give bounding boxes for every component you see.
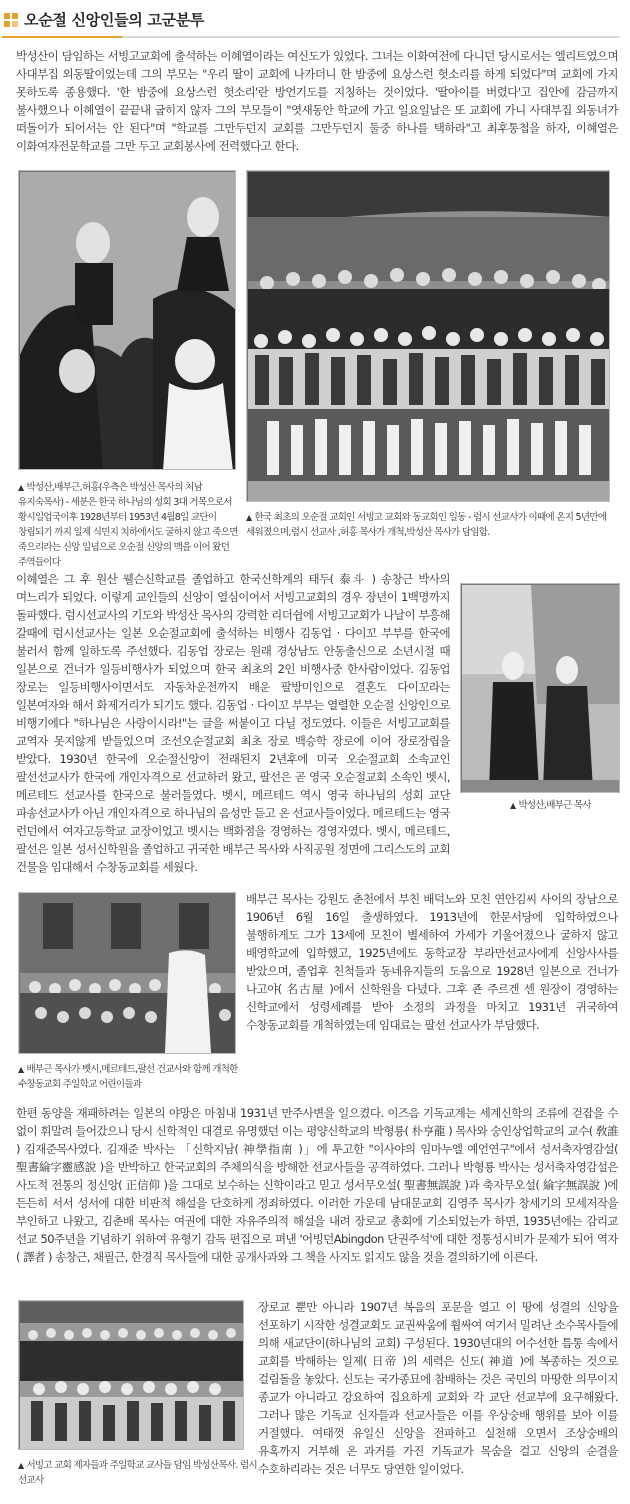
article-header xyxy=(0,0,630,44)
church-group-photo xyxy=(246,170,610,502)
seobinggo-sunday-school-photo-caption-text: 서빙고 교회 제자들과 주일학교 교사들 담임 박성산목사. 럼시 선교사 xyxy=(18,1460,257,1486)
caption-triangle-icon: ▲ xyxy=(18,483,24,492)
suchang-church-photo xyxy=(18,892,236,1054)
portrait-photo xyxy=(18,170,236,470)
intro-paragraph: 박성산이 담임하는 서빙고교회에 출석하는 이혜열이라는 여신도가 있었다. 그녀는 이화여전에 다니던 당시로서는 엘리트였으며 사대부집 외동딸이었는데 그의 부모는 "우리 딸이 교회에 나가더니 한 밤중에 요상스런 헛소리를 하게 되었다"며 교회에 가지 못하도록 종용했다. '한 밤중에 요상스런 헛소리'란 방언기도를 지칭하는 것이었다. '딸아이를 버렸다'고 집안에 감금까지 불사했으나 이혜열이 끝끝내 굽히지 않자 그의 부모들이 "엿새동안 학교에 가고 일요일날은 또 교회에 가니 사대부집 외동녀가 떠돌이가 되어서는 안 된다"며 "학교를 그만두던지 교회를 그만두던지 둘중 하나를 택하라"고 최후통첩을 하자, 이혜열은 이화여자전문학교를 그만 두고 교회봉사에 전력했다고 한다. xyxy=(16,49,618,153)
church-school-photo-icon xyxy=(19,893,236,1054)
sunday-school-group-photo-icon xyxy=(19,1301,244,1450)
title-bullet-icon xyxy=(4,13,18,27)
page-title: 오순절 신앙인들의 고군분투 xyxy=(24,11,205,29)
church-group-photo-caption xyxy=(246,510,618,540)
group-photo-icon xyxy=(247,171,610,502)
suchang-church-photo-caption-text: 배부근 목사가 벳시,메르테드,팔선 건교사와 함께 개척한 수창동교회 주일학교 어린이들과 xyxy=(18,1064,238,1090)
suchang-church-photo-caption xyxy=(18,1062,238,1092)
paragraph-theology-debate: 한편 동양을 재패하려는 일본의 야망은 마침내 1931년 만주사변을 일으켰다. 이즈음 기독교계는 세계신학의 조류에 걷잡을 수 없이 휘말려 들어갔으니 당시 신학적인 대결로 유명했던 이는 평양신학교의 박형룡( 朴亨龍 ) 목사와 숭인상업학교의 교수( 敎誰 ) 김재준목사였다. 김재준 박사는 「신학지남( 神學指南 )」에 투고한 "이사야의 임마누엘 예언연구"에서 성서축자영감설( 聖書綸字靈感說 )을 반박하고 한국교회의 주체의식을 방해한 선교사들을 공격하였다. 그러나 박형룡 박사는 성서축자영감설은 사도적 전통의 정신앙( 正信仰 )을 그대로 보수하는 신학이라고 믿고 성서무오설( 聖書無誤說 )과 축자무오설( 綸字無誤說 )에 든든히 서서 성서에 대한 비판적 해설을 단호하게 정죄하였다. 이러한 가운데 남대문교회 김영주 목사가 창세기의 모세저작을 부인하고 나왔고, 김춘배 목사는 여권에 대한 자유주의적 해설을 내려 장로교 총회에 기소되었는가 하면, 1935년에는 감리교 선교 50주년을 기념하기 위하여 유형기 감독 편집으로 펴낸 '어빙던Abingdon 단권주석'에 대한 정통성시비가 문제가 되어 역자( 譯者 ) 송창근, 채필근, 한경직 목사들에 대한 공개사과와 그 책을 사지도 읽지도 않을 것을 결의하기에 이른다. xyxy=(16,1106,618,1264)
title-divider xyxy=(2,36,620,38)
seobinggo-sunday-school-photo xyxy=(18,1300,244,1450)
two-men-photo-icon xyxy=(461,584,620,793)
caption-triangle-icon: ▲ xyxy=(18,1461,24,1470)
two-pastors-photo xyxy=(460,583,620,793)
caption-triangle-icon: ▲ xyxy=(18,1065,24,1074)
portrait-photo-caption xyxy=(18,480,238,570)
seobinggo-sunday-school-photo-caption xyxy=(18,1458,258,1488)
church-group-photo-caption-text: 한국 최초의 오순절 교회인 서빙고 교회와 동교회인 일동 - 럼시 선교사가 이때에 온지 5년만에 세워졌으며,럼시 선교사 ,허홍 목사가 개척,박성산 목사가 담임함. xyxy=(246,512,607,538)
two-pastors-photo-caption-text: 박성산,배부근 목사 xyxy=(518,800,591,811)
paragraph-hyeyeol: 이혜열은 그 후 원산 웰슨신학교를 졸업하고 한국신학계의 태두( 泰斗 ) 송창근 박사의 며느리가 되었다. 이렇게 교인들의 신앙이 열심이어서 서빙고교회의 경우 장년이 1백명까지 돌파했다. 럼시선교사의 기도와 박성산 목사의 강력한 리더쉽에 서빙고교회가 나날이 부흥해 갈때에 럼시선교사는 일본 오순절교회에 출석하는 비행사 김동업 · 다이꼬 부부를 한국에 불러서 함께 일하도록 주선했다. 김동업 장로는 원래 경상남도 안동출신으로 소년시절 때 일본으로 건너가 일등비행사가 되었으며 한국 최초의 2인 비행사중 한사람이었다. 김동업 장로는 일등비행사이면서도 자동차운전까지 배운 팔방미인으로 결혼도 다이꼬라는 일본여자와 해서 화제거리가 되기도 했다. 김동업 · 다이꼬 부부는 열렬한 오순절 신앙인으로 비행기에다 "하나님은 사랑이시라!"는 글을 써붙이고 다닐 정도였다. 이들은 서빙고교회를 교역자 못지않게 받들었으며 조선오순절교회 최초 장로 백승학 장로에 이어 장로장립을 받았다. 1930년 한국에 오순절신앙이 전래된지 2년후에 미국 오순절교회 소속교인 팔선선교사가 한국에 개인자격으로 선교하러 왔고, 팔선은 곧 영국 오순절교회 소속인 벳시, 메르테드 선교사를 한국으로 불러들였다. 벳시, 메르테드 역시 영국 하나님의 성회 교단 파송선교사가 아닌 개인자격으로 하나님의 음성만 듣고 온 선교사들이었다. 메르테드는 영국 런던에서 여자고등학교 교장이었고 벳시는 백화점을 경영하는 경영자였다. 벳시, 메르테드, 팔선은 일본 성서신학원을 졸업하고 귀국한 배부근 목사와 사직공원 정면에 그리스도의 교회 건물을 임대해서 수창동교회를 세웠다. xyxy=(16,572,450,874)
paragraph-bae-bugeun: 배부근 목사는 강원도 춘천에서 부친 배덕노와 모친 연안김씨 사이의 장남으로 1906년 6월 16일 출생하였다. 1913년에 한문서당에 입학하였으나 불행하게도 그가 13세에 모친이 별세하여 가세가 기울어졌으나 굴하지 않고 배영학교에 입학했고, 1925년에도 동학교장 부라만선교사에게 신앙사사를 받았으며, 졸업후 친척들과 동네유지들의 도움으로 1928년 일본으로 건너가 나고야( 名古屋 )에서 신학원을 다녔다. 그후 죤 주르겐 센 원장이 경영하는 신학교에서 성령세례를 받아 소정의 과정을 마치고 1931년 귀국하여 수창동교회를 개척하였는데 임대료는 팔선 선교사가 부담했다. xyxy=(246,892,618,1032)
paragraph-shinto-persecution: 장로교 뿐만 아니라 1907년 복음의 포문을 열고 이 땅에 성결의 신앙을 선포하기 시작한 성결교회도 교권싸움에 휩싸여 여기서 밀려난 소수목사들에 의해 새교단이(하나님의 교회) 구성된다. 1930년대의 어수선한 틈통 속에서 교회를 박해하는 일제( 日帝 )의 세력은 신도( 神道 )에 복종하는 것으로 걸림돌을 놓았다. 신도는 국가종묘에 참배하는 것은 국민의 마땅한 의무이지 종교가 아니라고 강요하여 집요하게 교회와 각 교단 선교부에 요구해왔다. 그러나 많은 기독교 신자들과 선교사들은 이를 우상숭배 행위를 보아 이를 거절했다. 여태껏 유일신 신앙을 전파하고 실천해 오면서 조상숭배의 유혹까지 거부해 온 과거를 가진 기독교가 목숨을 걸고 신앙의 순결을 수호하리라는 것은 너무도 당연한 일이었다. xyxy=(258,1300,618,1476)
portrait-photo-icon xyxy=(19,171,236,470)
portrait-photo-caption-text: 박성산,배부근,허홍(우측은 박성산 목사의 처남 유지숙목사) - 세분은 한국 하나님의 성회 3대 거목으로서 황시일업국이후 1928년부터 1953년 4월8일 교단이 창립되기 까지 일제 식민지 치하에서도 굴하지 않고 죽으면 죽으리라는 신앙 일념으로 오순절 신앙의 맥을 이어 왔던 주역들이다 xyxy=(18,482,238,568)
caption-triangle-icon: ▲ xyxy=(246,513,252,522)
two-pastors-photo-caption xyxy=(510,798,622,813)
caption-triangle-icon: ▲ xyxy=(510,801,516,810)
